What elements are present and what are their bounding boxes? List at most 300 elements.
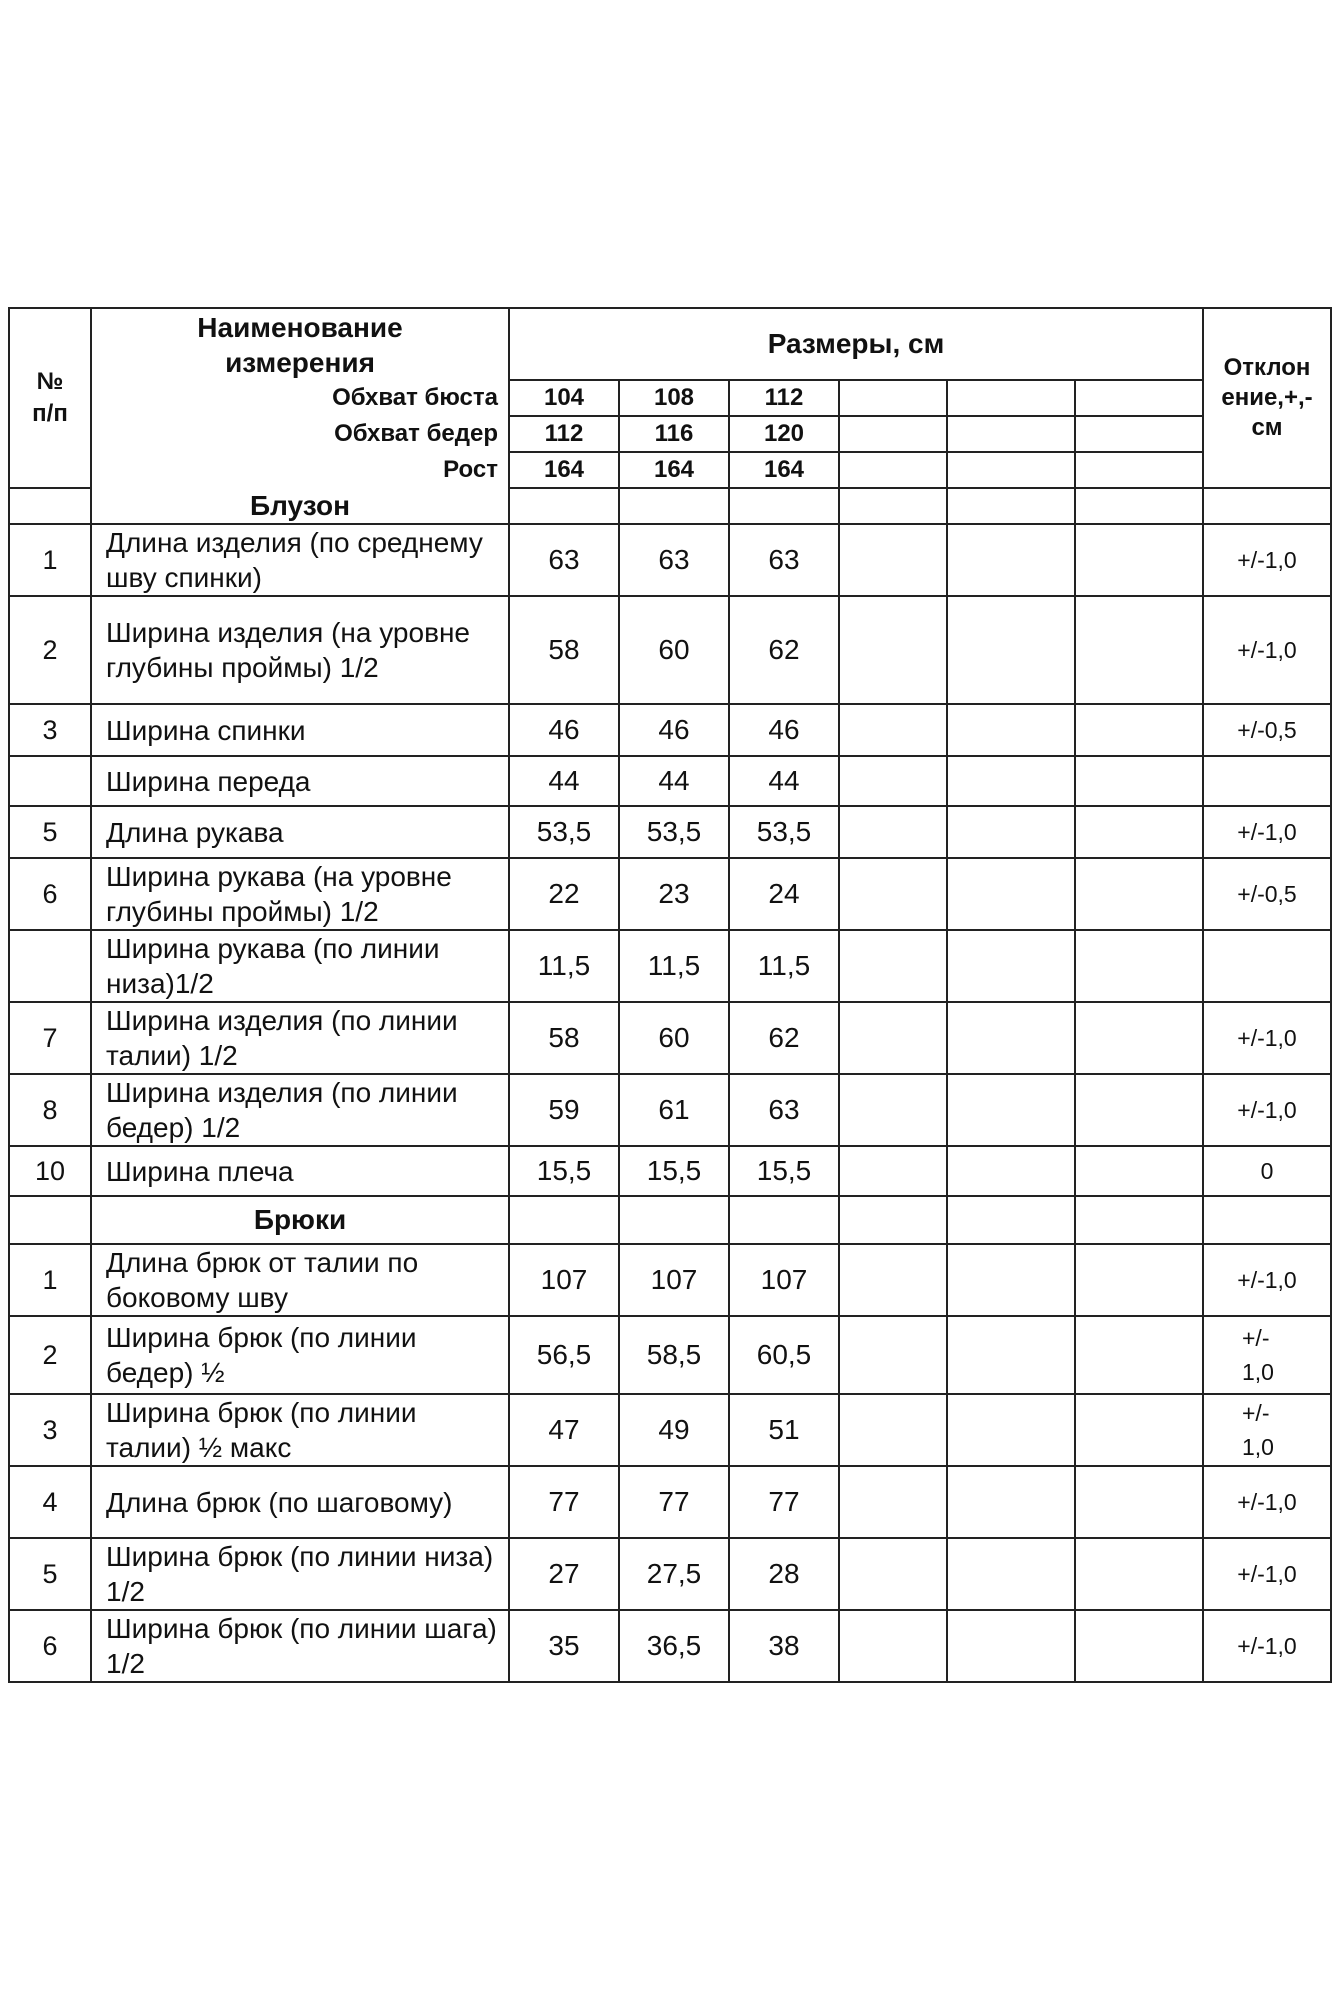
size-value: 53,5	[646, 816, 702, 847]
measurement-name: Ширина спинки	[106, 714, 306, 746]
size-value-cell	[729, 1394, 839, 1466]
size-value-cell	[509, 704, 619, 756]
empty-size-cell	[839, 806, 947, 858]
empty-size-cell	[839, 380, 947, 416]
table-row	[9, 1002, 1331, 1074]
size-value: 11,5	[757, 950, 811, 981]
header-number-label: № п/п	[32, 368, 68, 427]
header-number-cell	[9, 308, 91, 488]
size-value-cell	[729, 704, 839, 756]
tolerance-cell	[1203, 1002, 1331, 1074]
tolerance-value: 0	[1260, 1158, 1274, 1184]
measurement-name: Длина брюк от талии по боковому шву	[106, 1247, 419, 1313]
measurement-name-cell	[91, 1244, 509, 1316]
empty-size-cell	[947, 380, 1075, 416]
empty-size-cell	[1075, 1394, 1203, 1466]
row-number-cell	[9, 704, 91, 756]
size-value: 27,5	[646, 1558, 702, 1589]
row-number-cell	[9, 1610, 91, 1682]
size-value: 58	[548, 634, 580, 665]
tolerance-cell	[1203, 756, 1331, 806]
header-param-row	[9, 416, 1331, 452]
empty-size-cell	[839, 596, 947, 704]
measurement-name: Ширина изделия (по линии бедер) 1/2	[106, 1077, 458, 1143]
size-value: 60	[658, 1022, 690, 1053]
tolerance-value: +/-1,0	[1237, 1267, 1297, 1293]
size-value-cell	[729, 1244, 839, 1316]
measurement-name-cell	[91, 1538, 509, 1610]
tolerance-value: +/-1,0	[1237, 1633, 1297, 1659]
header-row-top	[9, 308, 1331, 380]
measurement-name: Ширина переда	[106, 765, 311, 797]
param-value-cell	[509, 416, 619, 452]
table-row	[9, 1316, 1331, 1394]
tolerance-value: +/-0,5	[1237, 717, 1297, 743]
empty-size-cell	[947, 1244, 1075, 1316]
table-row	[9, 1394, 1331, 1466]
empty-size-cell	[839, 1610, 947, 1682]
tolerance-cell	[1203, 524, 1331, 596]
size-value: 46	[768, 714, 800, 745]
table-row	[9, 1244, 1331, 1316]
row-number-cell	[9, 756, 91, 806]
tolerance-cell	[1203, 1074, 1331, 1146]
empty-size-cell	[947, 1466, 1075, 1538]
param-label-cell	[91, 380, 509, 416]
row-number: 6	[42, 1630, 58, 1661]
row-number: 1	[42, 1264, 58, 1295]
size-value-cell	[619, 1610, 729, 1682]
measurement-name-cell	[91, 930, 509, 1002]
size-value-cell	[729, 1466, 839, 1538]
table-row	[9, 1146, 1331, 1196]
size-value-cell	[509, 1466, 619, 1538]
empty-size-cell	[839, 756, 947, 806]
size-value-cell	[509, 524, 619, 596]
tolerance-cell	[1203, 596, 1331, 704]
size-value-cell	[729, 1146, 839, 1196]
empty-size-cell	[947, 1002, 1075, 1074]
size-value-cell	[619, 704, 729, 756]
header-name-label: Наименование измерения	[197, 311, 403, 378]
row-number-cell	[9, 1316, 91, 1394]
empty-size-cell	[1075, 380, 1203, 416]
measurement-name-cell	[91, 1002, 509, 1074]
empty-size-cell	[947, 452, 1075, 488]
empty-size-cell	[947, 1146, 1075, 1196]
size-value: 35	[548, 1630, 580, 1661]
empty-size-cell	[1075, 858, 1203, 930]
table-row	[9, 1466, 1331, 1538]
section-empty-cell	[839, 488, 947, 524]
empty-size-cell	[947, 930, 1075, 1002]
tolerance-cell	[1203, 1146, 1331, 1196]
size-value-cell	[509, 596, 619, 704]
tolerance-cell	[1203, 806, 1331, 858]
table-row	[9, 1610, 1331, 1682]
section-empty-cell	[619, 488, 729, 524]
param-value: 164	[653, 456, 695, 483]
size-value-cell	[619, 524, 729, 596]
size-value-cell	[729, 524, 839, 596]
empty-size-cell	[839, 930, 947, 1002]
tolerance-value: +/-1,0	[1237, 1561, 1297, 1587]
empty-size-cell	[1075, 1610, 1203, 1682]
size-value: 15,5	[756, 1155, 812, 1186]
section-empty-cell	[729, 488, 839, 524]
size-value-cell	[729, 1002, 839, 1074]
row-number-cell	[9, 930, 91, 1002]
row-number: 3	[42, 1414, 58, 1445]
row-number: 1	[42, 544, 58, 575]
param-value: 112	[764, 384, 804, 411]
size-value: 47	[548, 1414, 580, 1445]
size-value: 22	[548, 878, 580, 909]
size-value-cell	[619, 756, 729, 806]
size-value-cell	[509, 1538, 619, 1610]
size-value: 59	[548, 1094, 580, 1125]
size-value: 11,5	[537, 950, 591, 981]
empty-size-cell	[839, 1146, 947, 1196]
section-empty-cell	[1075, 488, 1203, 524]
param-value-cell	[729, 380, 839, 416]
empty-size-cell	[1075, 1316, 1203, 1394]
size-value: 62	[768, 634, 800, 665]
size-value-cell	[729, 596, 839, 704]
size-value: 63	[658, 544, 690, 575]
size-value: 51	[768, 1414, 800, 1445]
size-value: 56,5	[536, 1339, 592, 1370]
size-value-cell	[619, 1316, 729, 1394]
param-value: 104	[543, 384, 585, 411]
size-value: 46	[658, 714, 690, 745]
measurement-name-cell	[91, 596, 509, 704]
measurement-name: Ширина брюк (по линии талии) ½ макс	[106, 1397, 417, 1463]
row-number-cell	[9, 806, 91, 858]
measurement-name-cell	[91, 1610, 509, 1682]
measurement-name: Ширина брюк (по линии бедер) ½	[106, 1322, 417, 1388]
empty-size-cell	[947, 1538, 1075, 1610]
measurement-name: Длина рукава	[106, 816, 284, 848]
param-value-cell	[729, 452, 839, 488]
section-empty-deviation	[1203, 1196, 1331, 1244]
param-value: 112	[544, 420, 584, 447]
section-empty-cell	[947, 488, 1075, 524]
row-number-cell	[9, 1394, 91, 1466]
size-value-cell	[509, 806, 619, 858]
measurement-name-cell	[91, 806, 509, 858]
size-value-cell	[619, 1002, 729, 1074]
row-number-cell	[9, 858, 91, 930]
table-row	[9, 858, 1331, 930]
tolerance-cell	[1203, 1316, 1331, 1394]
section-empty-deviation	[1203, 488, 1331, 524]
table-row	[9, 1538, 1331, 1610]
row-number: 4	[42, 1486, 58, 1517]
row-number-cell	[9, 1146, 91, 1196]
section-empty-cell	[509, 488, 619, 524]
empty-size-cell	[839, 704, 947, 756]
size-value-cell	[509, 1316, 619, 1394]
header-sizes-cell	[509, 308, 1203, 380]
param-value: 116	[654, 420, 694, 447]
section-title: Блузон	[250, 489, 350, 521]
size-value: 49	[658, 1414, 690, 1445]
section-empty-cell	[947, 1196, 1075, 1244]
size-value: 28	[768, 1558, 800, 1589]
empty-size-cell	[839, 1002, 947, 1074]
empty-size-cell	[947, 1610, 1075, 1682]
size-value: 53,5	[756, 816, 812, 847]
measurement-name: Ширина брюк (по линии низа) 1/2	[106, 1541, 494, 1607]
size-value: 63	[768, 544, 800, 575]
size-value-cell	[729, 756, 839, 806]
size-value-cell	[619, 1538, 729, 1610]
size-value-cell	[619, 930, 729, 1002]
row-number: 2	[42, 1339, 58, 1370]
header-deviation-cell	[1203, 308, 1331, 488]
empty-size-cell	[947, 1394, 1075, 1466]
size-value-cell	[729, 806, 839, 858]
empty-size-cell	[839, 1074, 947, 1146]
size-value: 62	[768, 1022, 800, 1053]
size-value-cell	[619, 1244, 729, 1316]
size-value-cell	[729, 1538, 839, 1610]
measurement-name: Длина изделия (по среднему шву спинки)	[106, 527, 483, 593]
size-value: 53,5	[536, 816, 592, 847]
empty-size-cell	[1075, 806, 1203, 858]
size-value-cell	[509, 756, 619, 806]
param-label-cell	[91, 416, 509, 452]
size-value: 38	[768, 1630, 800, 1661]
param-value: 164	[543, 456, 585, 483]
row-number: 7	[42, 1022, 58, 1053]
tolerance-value: +/-1,0	[1237, 1025, 1297, 1051]
tolerance-cell	[1203, 1466, 1331, 1538]
tolerance-value: +/- 1,0	[1242, 1325, 1274, 1385]
row-number-cell	[9, 1074, 91, 1146]
header-param-row	[9, 380, 1331, 416]
empty-size-cell	[947, 1074, 1075, 1146]
section-empty-cell	[1075, 1196, 1203, 1244]
row-number: 2	[42, 634, 58, 665]
row-number: 6	[42, 878, 58, 909]
measurement-name: Ширина плеча	[106, 1155, 294, 1187]
table-body	[9, 308, 1331, 1682]
tolerance-value: +/- 1,0	[1242, 1400, 1274, 1460]
size-value: 27	[548, 1558, 580, 1589]
empty-size-cell	[947, 806, 1075, 858]
empty-size-cell	[947, 416, 1075, 452]
empty-size-cell	[1075, 1244, 1203, 1316]
section-row	[9, 1196, 1331, 1244]
size-value: 107	[650, 1264, 698, 1295]
empty-size-cell	[1075, 1146, 1203, 1196]
size-value: 44	[548, 765, 580, 796]
tolerance-value: +/-1,0	[1237, 1097, 1297, 1123]
row-number: 10	[34, 1155, 66, 1186]
empty-size-cell	[1075, 1074, 1203, 1146]
empty-size-cell	[839, 416, 947, 452]
section-empty-cell	[839, 1196, 947, 1244]
empty-size-cell	[1075, 704, 1203, 756]
empty-size-cell	[839, 858, 947, 930]
empty-size-cell	[1075, 452, 1203, 488]
row-number-cell	[9, 1466, 91, 1538]
empty-size-cell	[1075, 930, 1203, 1002]
empty-size-cell	[1075, 1466, 1203, 1538]
table-row	[9, 1074, 1331, 1146]
size-value-cell	[509, 858, 619, 930]
param-value-cell	[619, 452, 729, 488]
section-empty-number	[9, 488, 91, 524]
size-value-cell	[509, 1074, 619, 1146]
table-row	[9, 756, 1331, 806]
size-value-cell	[619, 1466, 729, 1538]
tolerance-cell	[1203, 858, 1331, 930]
param-value-cell	[619, 416, 729, 452]
empty-size-cell	[947, 704, 1075, 756]
table-row	[9, 806, 1331, 858]
measurement-name-cell	[91, 858, 509, 930]
section-title-cell	[91, 488, 509, 524]
param-label: Рост	[443, 456, 498, 483]
size-value-cell	[729, 1316, 839, 1394]
section-title: Брюки	[253, 1204, 347, 1235]
measurement-name: Ширина изделия (на уровне глубины проймы) 1/2	[106, 617, 470, 683]
size-value: 107	[760, 1264, 808, 1295]
size-value: 77	[658, 1486, 690, 1517]
size-value-cell	[509, 1610, 619, 1682]
measurement-name-cell	[91, 1146, 509, 1196]
size-value: 60	[658, 634, 690, 665]
size-value-cell	[619, 806, 729, 858]
table-row	[9, 704, 1331, 756]
measurement-name-cell	[91, 1074, 509, 1146]
measurement-name: Ширина изделия (по линии талии) 1/2	[106, 1005, 458, 1071]
row-number: 5	[42, 816, 58, 847]
size-value: 58	[548, 1022, 580, 1053]
measurement-name-cell	[91, 1466, 509, 1538]
size-value-cell	[509, 1394, 619, 1466]
tolerance-value: +/-1,0	[1237, 637, 1297, 663]
empty-size-cell	[1075, 524, 1203, 596]
measurement-name-cell	[91, 1394, 509, 1466]
size-value: 77	[768, 1486, 800, 1517]
param-value: 164	[763, 456, 805, 483]
empty-size-cell	[947, 596, 1075, 704]
param-label: Обхват бюста	[332, 384, 498, 411]
size-value: 15,5	[536, 1155, 592, 1186]
size-value-cell	[509, 1146, 619, 1196]
empty-size-cell	[1075, 416, 1203, 452]
table-row	[9, 524, 1331, 596]
header-deviation-label: Отклон ение,+,- см	[1221, 354, 1313, 441]
header-param-row	[9, 452, 1331, 488]
size-spec-sheet	[8, 307, 1330, 1683]
size-value: 36,5	[646, 1630, 702, 1661]
row-number-cell	[9, 1244, 91, 1316]
size-value-cell	[619, 596, 729, 704]
empty-size-cell	[947, 1316, 1075, 1394]
measurement-name-cell	[91, 704, 509, 756]
tolerance-value: +/-1,0	[1237, 1489, 1297, 1515]
size-value: 15,5	[646, 1155, 702, 1186]
empty-size-cell	[839, 524, 947, 596]
measurement-name: Ширина рукава (на уровне глубины проймы) 1/2	[106, 861, 452, 927]
size-value-cell	[509, 1244, 619, 1316]
tolerance-cell	[1203, 1610, 1331, 1682]
param-value: 120	[763, 420, 805, 447]
tolerance-value: +/-1,0	[1237, 819, 1297, 845]
size-value-cell	[619, 1074, 729, 1146]
section-empty-cell	[729, 1196, 839, 1244]
measurement-name-cell	[91, 524, 509, 596]
empty-size-cell	[839, 1538, 947, 1610]
size-value-cell	[619, 1146, 729, 1196]
empty-size-cell	[839, 452, 947, 488]
param-value: 108	[653, 384, 695, 411]
param-value-cell	[619, 380, 729, 416]
empty-size-cell	[1075, 596, 1203, 704]
param-label: Обхват бедер	[334, 420, 498, 447]
section-row	[9, 488, 1331, 524]
param-value-cell	[509, 452, 619, 488]
param-value-cell	[509, 380, 619, 416]
size-value: 107	[540, 1264, 588, 1295]
row-number: 5	[42, 1558, 58, 1589]
size-value-cell	[729, 1074, 839, 1146]
size-value-cell	[729, 858, 839, 930]
size-value-cell	[729, 1610, 839, 1682]
measurement-name: Ширина брюк (по линии шага) 1/2	[106, 1613, 497, 1679]
size-value: 61	[658, 1094, 690, 1125]
param-value-cell	[729, 416, 839, 452]
measurement-name-cell	[91, 756, 509, 806]
empty-size-cell	[1075, 1538, 1203, 1610]
row-number-cell	[9, 1538, 91, 1610]
header-sizes-label: Размеры, см	[767, 328, 945, 359]
row-number: 8	[42, 1094, 58, 1125]
empty-size-cell	[947, 524, 1075, 596]
size-value-cell	[619, 1394, 729, 1466]
empty-size-cell	[947, 756, 1075, 806]
empty-size-cell	[839, 1244, 947, 1316]
row-number: 3	[42, 714, 58, 745]
size-value: 44	[768, 765, 800, 796]
size-value: 60,5	[756, 1339, 812, 1370]
size-value: 58,5	[646, 1339, 702, 1370]
empty-size-cell	[947, 858, 1075, 930]
tolerance-value: +/-1,0	[1237, 547, 1297, 573]
size-value-cell	[729, 930, 839, 1002]
section-empty-number	[9, 1196, 91, 1244]
row-number-cell	[9, 596, 91, 704]
tolerance-cell	[1203, 704, 1331, 756]
measurement-name-cell	[91, 1316, 509, 1394]
tolerance-cell	[1203, 1538, 1331, 1610]
size-value: 46	[548, 714, 580, 745]
table-row	[9, 596, 1331, 704]
table-row	[9, 930, 1331, 1002]
size-value: 63	[768, 1094, 800, 1125]
size-value: 24	[768, 878, 800, 909]
measurement-name: Ширина рукава (по линии низа)1/2	[106, 933, 440, 999]
size-value: 23	[658, 878, 690, 909]
empty-size-cell	[1075, 1002, 1203, 1074]
header-name-cell	[91, 308, 509, 380]
tolerance-cell	[1203, 930, 1331, 1002]
